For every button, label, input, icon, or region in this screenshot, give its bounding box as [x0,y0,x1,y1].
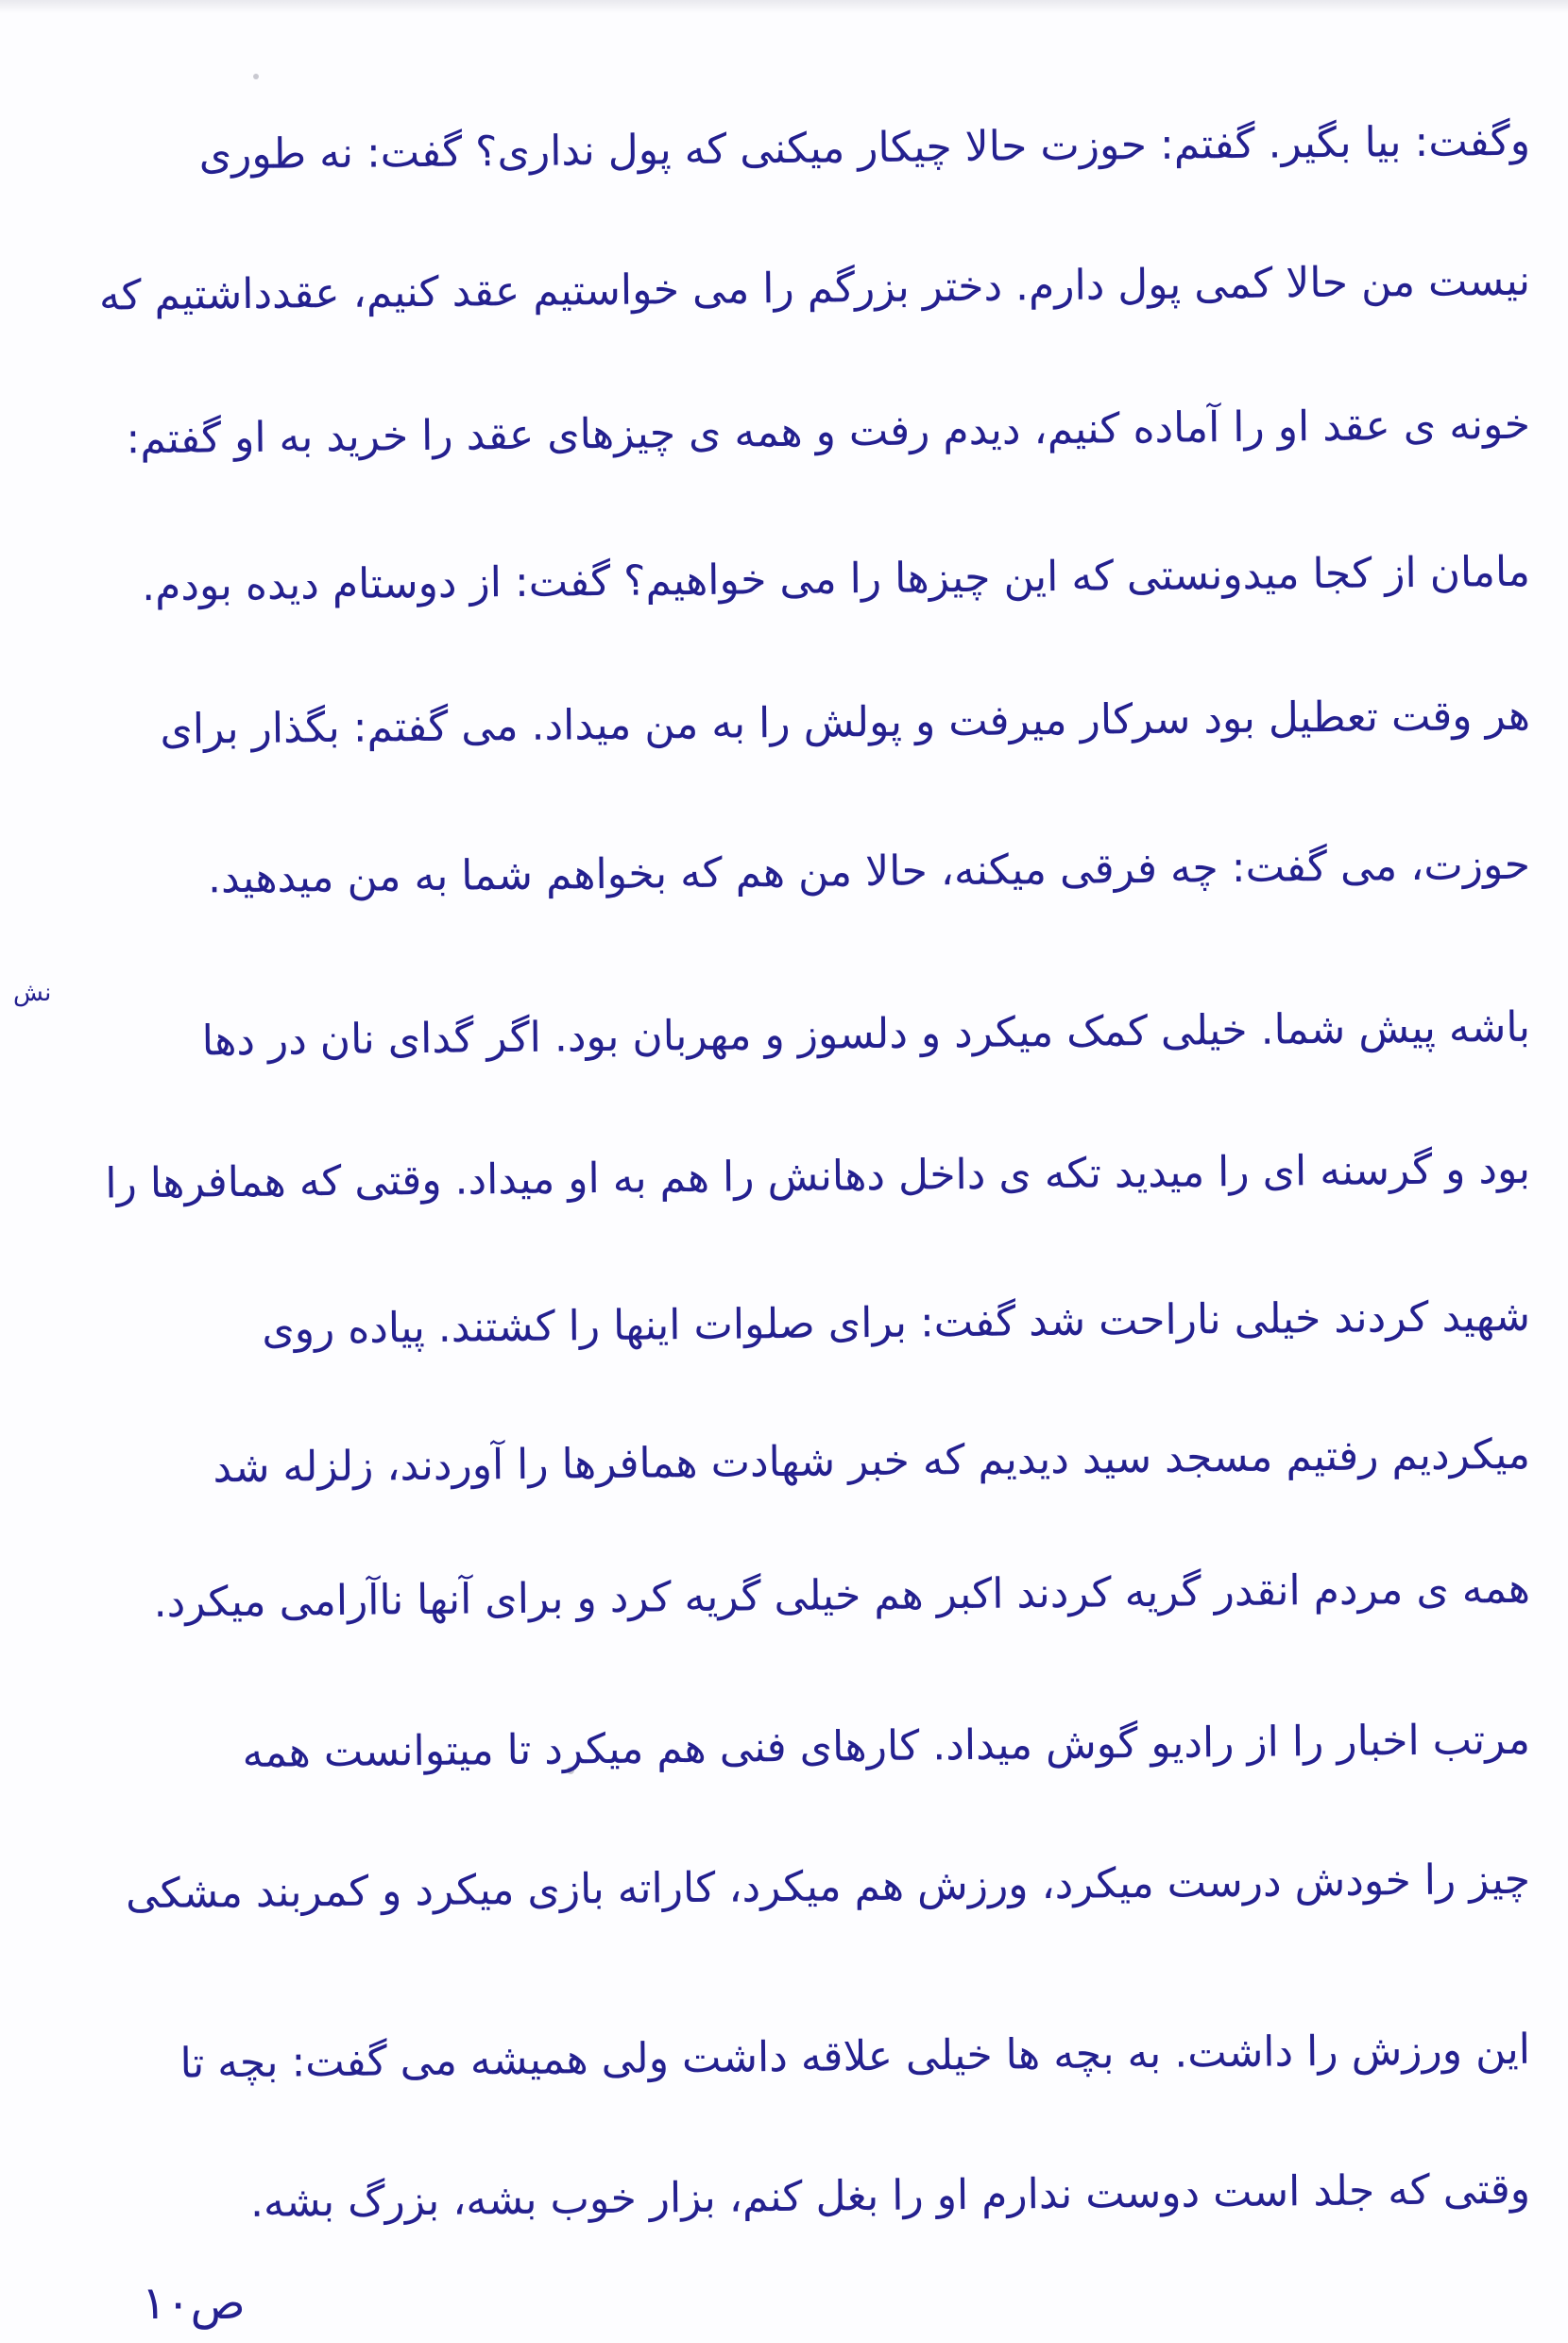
handwritten-line: حوزت، می گفت: چه فرقی میکنه، حالا من هم که بخواهم شما به من میدهید. [207,840,1531,903]
handwritten-line: مرتب اخبار را از رادیو گوش میداد. کارهای فنی هم میکرد تا میتوانست همه [242,1715,1531,1778]
margin-note: نش [13,979,52,1007]
page-number: ص۱۰ [142,2277,246,2330]
handwritten-line: نیست من حالا کمی پول دارم. دختر بزرگم را می خواستیم عقد کنیم، عقدداشتیم که [98,256,1531,320]
handwritten-line: شهید کردند خیلی ناراحت شد گفت: برای صلوات اینها را کشتند. پیاده روی [262,1291,1531,1354]
handwritten-line: چیز را خودش درست میکرد، ورزش هم میکرد، کاراته بازی میکرد و کمربند مشکی [125,1855,1531,1919]
handwritten-line: هر وقت تعطیل بود سرکار میرفت و پولش را به من میداد. می گفتم: بگذار برای [160,691,1531,754]
handwritten-line: بود و گرسنه ای را میدید تکه ی داخل دهانش را هم به او میداد. وقتی که همافرها را [105,1144,1531,1208]
handwritten-line: خونه ی عقد او را آماده کنیم، دیدم رفت و همه ی چیزهای عقد را خرید به او گفتم: [126,400,1531,464]
handwritten-line: همه ی مردم انقدر گریه کردند اکبر هم خیلی گریه کرد و برای آنها ناآرامی میکرد. [153,1564,1531,1627]
handwritten-line: میکردیم رفتیم مسجد سید دیدیم که خبر شهادت همافرها را آوردند، زلزله شد [213,1429,1531,1493]
handwritten-line: این ورزش را داشت. به بچه ها خیلی علاقه داشت ولی همیشه می گفت: بچه تا [179,2025,1531,2088]
handwritten-line: وقتی که جلد است دوست ندارم او را بغل کنم، بزار خوب بشه، بزرگ بشه. [249,2164,1531,2227]
handwritten-line: مامان از کجا میدونستی که این چیزها را می خواهیم؟ گفت: از دوستام دیده بودم. [141,547,1531,611]
paper-speck [253,74,259,79]
handwritten-line: باشه پیش شما. خیلی کمک میکرد و دلسوز و مهربان بود. اگر گدای نان در دها [201,1002,1531,1066]
handwritten-line: وگفت: بیا بگیر. گفتم: حوزت حالا چیکار میکنی که پول نداری؟ گفت: نه طوری [198,116,1531,180]
scan-top-edge [0,0,1568,13]
